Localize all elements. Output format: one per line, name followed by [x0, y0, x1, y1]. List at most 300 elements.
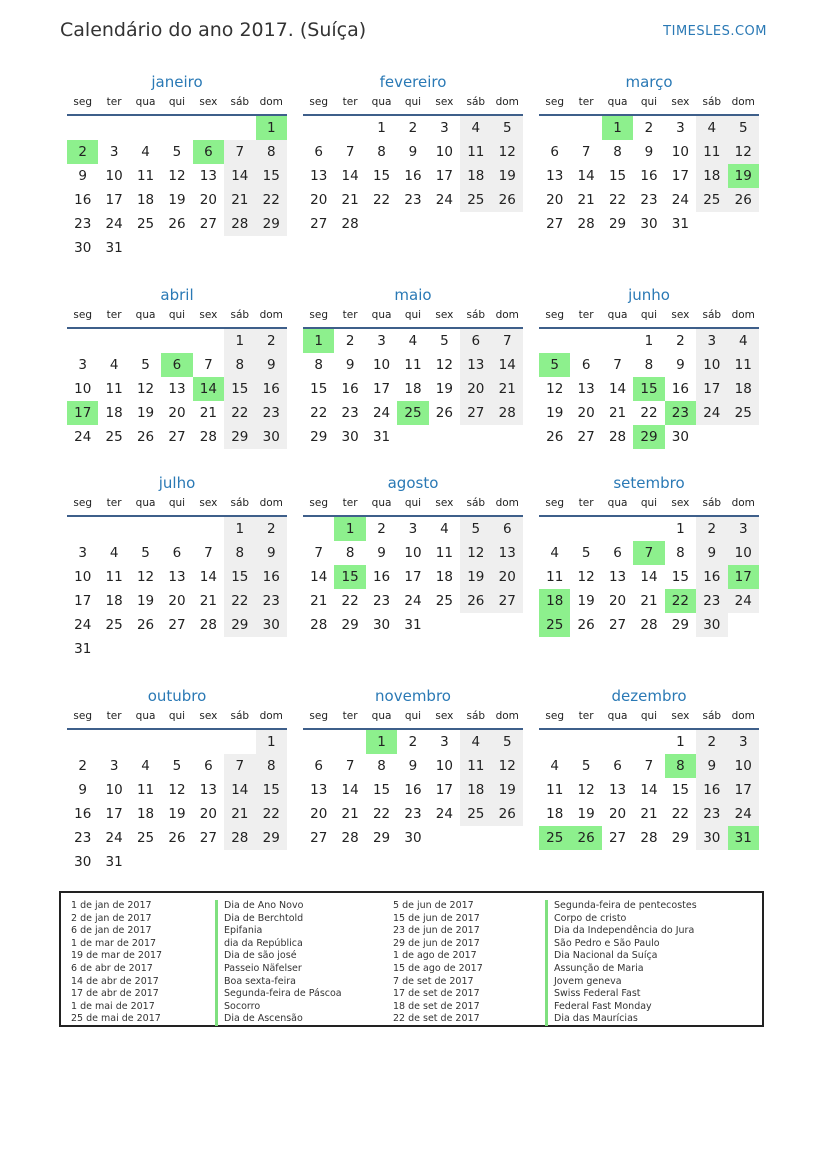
day-cell[interactable]: 15 [256, 778, 287, 802]
day-cell[interactable]: 25 [435, 593, 453, 609]
day-cell[interactable]: 28 [341, 216, 359, 232]
day-cell[interactable]: 8 [224, 541, 255, 565]
day-cell[interactable]: 12 [492, 754, 523, 778]
day-cell[interactable]: 21 [224, 802, 255, 826]
day-cell[interactable]: 30 [256, 425, 287, 449]
day-cell[interactable]: 28 [492, 401, 523, 425]
day-cell[interactable]: 10 [105, 782, 123, 798]
day-cell[interactable]: 27 [608, 617, 627, 633]
day-cell[interactable]: 23 [74, 216, 92, 232]
day-cell[interactable]: 6 [613, 545, 622, 561]
day-cell[interactable]: 22 [256, 188, 287, 212]
day-cell[interactable]: 31 [74, 641, 92, 657]
holiday-day-cell[interactable]: 17 [728, 565, 759, 589]
holiday-day-cell[interactable]: 15 [633, 377, 664, 401]
holiday-day-cell[interactable]: 23 [665, 401, 696, 425]
day-cell[interactable]: 19 [492, 164, 523, 188]
day-cell[interactable]: 17 [105, 192, 123, 208]
day-cell[interactable]: 27 [199, 216, 217, 232]
day-cell[interactable]: 27 [460, 401, 491, 425]
holiday-day-cell[interactable]: 18 [539, 589, 570, 613]
day-cell[interactable]: 26 [728, 188, 759, 212]
holiday-day-cell[interactable]: 14 [193, 377, 224, 401]
day-cell[interactable]: 14 [310, 569, 328, 585]
day-cell[interactable]: 7 [581, 144, 591, 160]
day-cell[interactable]: 13 [460, 353, 491, 377]
day-cell[interactable]: 30 [671, 429, 689, 445]
day-cell[interactable]: 10 [74, 381, 92, 397]
day-cell[interactable]: 12 [728, 140, 759, 164]
day-cell[interactable]: 3 [78, 545, 87, 561]
day-cell[interactable]: 4 [460, 116, 491, 140]
day-cell[interactable]: 9 [696, 541, 727, 565]
day-cell[interactable]: 6 [314, 758, 323, 774]
day-cell[interactable]: 15 [608, 168, 627, 184]
day-cell[interactable]: 5 [492, 730, 523, 754]
day-cell[interactable]: 3 [109, 144, 119, 160]
day-cell[interactable]: 16 [74, 192, 92, 208]
day-cell[interactable]: 15 [372, 782, 391, 798]
day-cell[interactable]: 20 [460, 377, 491, 401]
day-cell[interactable]: 29 [256, 212, 287, 236]
day-cell[interactable]: 3 [408, 521, 418, 537]
day-cell[interactable]: 12 [168, 782, 186, 798]
day-cell[interactable]: 13 [608, 782, 627, 798]
day-cell[interactable]: 24 [696, 401, 727, 425]
day-cell[interactable]: 14 [224, 164, 255, 188]
day-cell[interactable]: 29 [341, 617, 359, 633]
day-cell[interactable]: 20 [492, 565, 523, 589]
day-cell[interactable]: 13 [310, 168, 328, 184]
day-cell[interactable]: 2 [696, 730, 727, 754]
day-cell[interactable]: 19 [546, 405, 564, 421]
day-cell[interactable]: 9 [345, 357, 355, 373]
day-cell[interactable]: 18 [435, 569, 453, 585]
day-cell[interactable]: 13 [168, 381, 186, 397]
day-cell[interactable]: 21 [199, 405, 217, 421]
day-cell[interactable]: 8 [345, 545, 355, 561]
holiday-day-cell[interactable]: 2 [67, 140, 98, 164]
day-cell[interactable]: 19 [136, 593, 155, 609]
day-cell[interactable]: 6 [460, 329, 491, 353]
day-cell[interactable]: 24 [105, 216, 123, 232]
day-cell[interactable]: 17 [696, 377, 727, 401]
holiday-day-cell[interactable]: 26 [570, 826, 601, 850]
day-cell[interactable]: 16 [404, 168, 422, 184]
day-cell[interactable]: 29 [372, 830, 391, 846]
day-cell[interactable]: 30 [404, 830, 422, 846]
holiday-day-cell[interactable]: 8 [665, 754, 696, 778]
day-cell[interactable]: 18 [460, 778, 491, 802]
day-cell[interactable]: 22 [372, 806, 391, 822]
day-cell[interactable]: 4 [109, 545, 119, 561]
day-cell[interactable]: 4 [550, 545, 559, 561]
day-cell[interactable]: 30 [256, 613, 287, 637]
day-cell[interactable]: 28 [224, 212, 255, 236]
day-cell[interactable]: 13 [310, 782, 328, 798]
day-cell[interactable]: 7 [314, 545, 323, 561]
day-cell[interactable]: 4 [728, 329, 759, 353]
day-cell[interactable]: 2 [345, 333, 355, 349]
day-cell[interactable]: 14 [199, 569, 217, 585]
day-cell[interactable]: 30 [74, 240, 92, 256]
day-cell[interactable]: 23 [372, 593, 391, 609]
day-cell[interactable]: 8 [613, 144, 622, 160]
day-cell[interactable]: 30 [640, 216, 658, 232]
day-cell[interactable]: 5 [492, 116, 523, 140]
holiday-day-cell[interactable]: 6 [193, 140, 224, 164]
day-cell[interactable]: 15 [372, 168, 391, 184]
day-cell[interactable]: 26 [136, 429, 155, 445]
day-cell[interactable]: 27 [310, 830, 328, 846]
day-cell[interactable]: 5 [460, 517, 491, 541]
day-cell[interactable]: 28 [310, 617, 328, 633]
day-cell[interactable]: 21 [640, 593, 658, 609]
day-cell[interactable]: 15 [256, 164, 287, 188]
day-cell[interactable]: 29 [671, 617, 689, 633]
day-cell[interactable]: 27 [546, 216, 564, 232]
day-cell[interactable]: 23 [404, 192, 422, 208]
day-cell[interactable]: 2 [644, 120, 654, 136]
day-cell[interactable]: 1 [676, 521, 685, 537]
day-cell[interactable]: 24 [105, 830, 123, 846]
day-cell[interactable]: 28 [341, 830, 359, 846]
day-cell[interactable]: 2 [696, 517, 727, 541]
day-cell[interactable]: 3 [109, 758, 119, 774]
day-cell[interactable]: 10 [105, 168, 123, 184]
day-cell[interactable]: 12 [577, 782, 595, 798]
day-cell[interactable]: 23 [404, 806, 422, 822]
day-cell[interactable]: 27 [168, 617, 186, 633]
day-cell[interactable]: 25 [460, 188, 491, 212]
holiday-day-cell[interactable]: 19 [728, 164, 759, 188]
day-cell[interactable]: 29 [608, 216, 627, 232]
day-cell[interactable]: 19 [577, 806, 595, 822]
day-cell[interactable]: 6 [581, 357, 591, 373]
holiday-day-cell[interactable]: 6 [161, 353, 192, 377]
day-cell[interactable]: 31 [105, 854, 123, 870]
day-cell[interactable]: 17 [435, 782, 453, 798]
holiday-day-cell[interactable]: 25 [539, 613, 570, 637]
day-cell[interactable]: 11 [546, 569, 564, 585]
day-cell[interactable]: 9 [644, 144, 654, 160]
day-cell[interactable]: 19 [136, 405, 155, 421]
day-cell[interactable]: 14 [608, 381, 627, 397]
day-cell[interactable]: 6 [550, 144, 559, 160]
day-cell[interactable]: 30 [341, 429, 359, 445]
day-cell[interactable]: 19 [168, 192, 186, 208]
day-cell[interactable]: 20 [608, 593, 627, 609]
day-cell[interactable]: 31 [671, 216, 689, 232]
day-cell[interactable]: 12 [136, 381, 155, 397]
day-cell[interactable]: 11 [105, 381, 123, 397]
day-cell[interactable]: 1 [256, 730, 287, 754]
day-cell[interactable]: 23 [256, 401, 287, 425]
day-cell[interactable]: 10 [74, 569, 92, 585]
day-cell[interactable]: 31 [404, 617, 422, 633]
day-cell[interactable]: 8 [377, 144, 386, 160]
day-cell[interactable]: 18 [105, 405, 123, 421]
day-cell[interactable]: 21 [341, 806, 359, 822]
day-cell[interactable]: 2 [408, 734, 418, 750]
holiday-day-cell[interactable]: 7 [633, 541, 664, 565]
day-cell[interactable]: 4 [141, 758, 150, 774]
day-cell[interactable]: 16 [341, 381, 359, 397]
day-cell[interactable]: 22 [640, 405, 658, 421]
day-cell[interactable]: 18 [136, 806, 155, 822]
brand-logo[interactable]: TIMESLES.COM [663, 24, 767, 39]
day-cell[interactable]: 7 [345, 758, 355, 774]
day-cell[interactable]: 30 [74, 854, 92, 870]
day-cell[interactable]: 11 [404, 357, 422, 373]
day-cell[interactable]: 29 [224, 613, 255, 637]
day-cell[interactable]: 11 [435, 545, 453, 561]
day-cell[interactable]: 7 [204, 357, 213, 373]
day-cell[interactable]: 8 [314, 357, 323, 373]
day-cell[interactable]: 21 [224, 188, 255, 212]
day-cell[interactable]: 29 [310, 429, 328, 445]
day-cell[interactable]: 22 [372, 192, 391, 208]
holiday-day-cell[interactable]: 22 [665, 589, 696, 613]
day-cell[interactable]: 25 [136, 830, 155, 846]
day-cell[interactable]: 5 [141, 357, 150, 373]
day-cell[interactable]: 9 [78, 782, 87, 798]
day-cell[interactable]: 14 [341, 782, 359, 798]
day-cell[interactable]: 7 [224, 754, 255, 778]
day-cell[interactable]: 13 [492, 541, 523, 565]
day-cell[interactable]: 22 [256, 802, 287, 826]
day-cell[interactable]: 20 [168, 593, 186, 609]
day-cell[interactable]: 9 [256, 353, 287, 377]
day-cell[interactable]: 20 [310, 192, 328, 208]
day-cell[interactable]: 11 [105, 569, 123, 585]
day-cell[interactable]: 14 [577, 168, 595, 184]
day-cell[interactable]: 10 [728, 541, 759, 565]
day-cell[interactable]: 23 [696, 802, 727, 826]
day-cell[interactable]: 12 [136, 569, 155, 585]
day-cell[interactable]: 2 [676, 333, 685, 349]
day-cell[interactable]: 12 [460, 541, 491, 565]
day-cell[interactable]: 22 [608, 192, 627, 208]
day-cell[interactable]: 24 [671, 192, 689, 208]
holiday-day-cell[interactable]: 31 [728, 826, 759, 850]
day-cell[interactable]: 17 [404, 569, 422, 585]
day-cell[interactable]: 22 [224, 401, 255, 425]
day-cell[interactable]: 19 [435, 381, 453, 397]
day-cell[interactable]: 17 [728, 778, 759, 802]
day-cell[interactable]: 17 [671, 168, 689, 184]
day-cell[interactable]: 4 [440, 521, 449, 537]
day-cell[interactable]: 6 [314, 144, 323, 160]
day-cell[interactable]: 11 [696, 140, 727, 164]
day-cell[interactable]: 6 [492, 517, 523, 541]
day-cell[interactable]: 18 [460, 164, 491, 188]
day-cell[interactable]: 25 [696, 188, 727, 212]
day-cell[interactable]: 5 [172, 758, 182, 774]
day-cell[interactable]: 9 [696, 754, 727, 778]
day-cell[interactable]: 25 [460, 802, 491, 826]
day-cell[interactable]: 26 [435, 405, 453, 421]
day-cell[interactable]: 28 [199, 429, 217, 445]
holiday-day-cell[interactable]: 1 [366, 730, 397, 754]
day-cell[interactable]: 13 [199, 782, 217, 798]
holiday-day-cell[interactable]: 29 [633, 425, 664, 449]
day-cell[interactable]: 11 [136, 782, 155, 798]
day-cell[interactable]: 3 [728, 517, 759, 541]
day-cell[interactable]: 21 [341, 192, 359, 208]
day-cell[interactable]: 2 [78, 758, 87, 774]
day-cell[interactable]: 18 [136, 192, 155, 208]
day-cell[interactable]: 14 [341, 168, 359, 184]
day-cell[interactable]: 25 [105, 617, 123, 633]
day-cell[interactable]: 28 [608, 429, 627, 445]
day-cell[interactable]: 5 [581, 545, 591, 561]
day-cell[interactable]: 14 [640, 782, 658, 798]
day-cell[interactable]: 6 [613, 758, 622, 774]
day-cell[interactable]: 20 [546, 192, 564, 208]
day-cell[interactable]: 27 [577, 429, 595, 445]
holiday-day-cell[interactable]: 25 [539, 826, 570, 850]
day-cell[interactable]: 7 [345, 144, 355, 160]
day-cell[interactable]: 24 [435, 806, 453, 822]
day-cell[interactable]: 18 [404, 381, 422, 397]
day-cell[interactable]: 10 [435, 758, 453, 774]
day-cell[interactable]: 8 [377, 758, 386, 774]
day-cell[interactable]: 18 [105, 593, 123, 609]
day-cell[interactable]: 2 [408, 120, 418, 136]
day-cell[interactable]: 21 [199, 593, 217, 609]
day-cell[interactable]: 11 [460, 140, 491, 164]
day-cell[interactable]: 26 [546, 429, 564, 445]
day-cell[interactable]: 3 [696, 329, 727, 353]
day-cell[interactable]: 20 [577, 405, 595, 421]
day-cell[interactable]: 2 [256, 517, 287, 541]
day-cell[interactable]: 11 [460, 754, 491, 778]
day-cell[interactable]: 27 [199, 830, 217, 846]
day-cell[interactable]: 16 [74, 806, 92, 822]
day-cell[interactable]: 1 [644, 333, 654, 349]
holiday-day-cell[interactable]: 1 [602, 116, 633, 140]
day-cell[interactable]: 18 [696, 164, 727, 188]
day-cell[interactable]: 21 [640, 806, 658, 822]
day-cell[interactable]: 3 [440, 734, 449, 750]
day-cell[interactable]: 24 [74, 617, 92, 633]
day-cell[interactable]: 28 [577, 216, 595, 232]
day-cell[interactable]: 19 [577, 593, 595, 609]
day-cell[interactable]: 20 [608, 806, 627, 822]
day-cell[interactable]: 28 [199, 617, 217, 633]
day-cell[interactable]: 3 [377, 333, 386, 349]
day-cell[interactable]: 7 [224, 140, 255, 164]
day-cell[interactable]: 10 [696, 353, 727, 377]
day-cell[interactable]: 30 [372, 617, 391, 633]
day-cell[interactable]: 21 [577, 192, 595, 208]
day-cell[interactable]: 4 [408, 333, 418, 349]
day-cell[interactable]: 3 [676, 120, 685, 136]
day-cell[interactable]: 22 [224, 589, 255, 613]
day-cell[interactable]: 1 [676, 734, 685, 750]
day-cell[interactable]: 23 [640, 192, 658, 208]
day-cell[interactable]: 19 [168, 806, 186, 822]
day-cell[interactable]: 27 [310, 216, 328, 232]
day-cell[interactable]: 1 [377, 120, 386, 136]
day-cell[interactable]: 3 [440, 120, 449, 136]
holiday-day-cell[interactable]: 5 [539, 353, 570, 377]
day-cell[interactable]: 28 [640, 830, 658, 846]
day-cell[interactable]: 13 [546, 168, 564, 184]
day-cell[interactable]: 9 [676, 357, 685, 373]
day-cell[interactable]: 13 [608, 569, 627, 585]
day-cell[interactable]: 24 [372, 405, 391, 421]
day-cell[interactable]: 10 [404, 545, 422, 561]
day-cell[interactable]: 21 [492, 377, 523, 401]
day-cell[interactable]: 14 [224, 778, 255, 802]
day-cell[interactable]: 5 [172, 144, 182, 160]
day-cell[interactable]: 8 [256, 140, 287, 164]
day-cell[interactable]: 24 [404, 593, 422, 609]
day-cell[interactable]: 23 [74, 830, 92, 846]
day-cell[interactable]: 12 [492, 140, 523, 164]
day-cell[interactable]: 29 [671, 830, 689, 846]
day-cell[interactable]: 5 [440, 333, 449, 349]
day-cell[interactable]: 30 [696, 613, 727, 637]
day-cell[interactable]: 7 [644, 758, 654, 774]
day-cell[interactable]: 29 [256, 826, 287, 850]
day-cell[interactable]: 10 [671, 144, 689, 160]
day-cell[interactable]: 11 [546, 782, 564, 798]
day-cell[interactable]: 25 [728, 401, 759, 425]
day-cell[interactable]: 23 [341, 405, 359, 421]
day-cell[interactable]: 12 [435, 357, 453, 373]
day-cell[interactable]: 15 [671, 569, 689, 585]
day-cell[interactable]: 6 [172, 545, 182, 561]
day-cell[interactable]: 24 [74, 429, 92, 445]
day-cell[interactable]: 27 [608, 830, 627, 846]
day-cell[interactable]: 16 [372, 569, 391, 585]
day-cell[interactable]: 2 [256, 329, 287, 353]
day-cell[interactable]: 7 [204, 545, 213, 561]
day-cell[interactable]: 16 [696, 778, 727, 802]
day-cell[interactable]: 14 [640, 569, 658, 585]
day-cell[interactable]: 7 [613, 357, 622, 373]
day-cell[interactable]: 28 [640, 617, 658, 633]
day-cell[interactable]: 5 [141, 545, 150, 561]
day-cell[interactable]: 9 [408, 758, 418, 774]
day-cell[interactable]: 9 [256, 541, 287, 565]
day-cell[interactable]: 8 [676, 545, 685, 561]
day-cell[interactable]: 20 [168, 405, 186, 421]
day-cell[interactable]: 22 [310, 405, 328, 421]
day-cell[interactable]: 26 [168, 216, 186, 232]
day-cell[interactable]: 15 [224, 565, 255, 589]
day-cell[interactable]: 10 [372, 357, 391, 373]
day-cell[interactable]: 1 [224, 517, 255, 541]
day-cell[interactable]: 4 [550, 758, 559, 774]
day-cell[interactable]: 9 [377, 545, 386, 561]
day-cell[interactable]: 16 [256, 565, 287, 589]
day-cell[interactable]: 12 [577, 569, 595, 585]
day-cell[interactable]: 29 [224, 425, 255, 449]
day-cell[interactable]: 8 [256, 754, 287, 778]
day-cell[interactable]: 10 [728, 754, 759, 778]
day-cell[interactable]: 20 [199, 806, 217, 822]
day-cell[interactable]: 13 [577, 381, 595, 397]
day-cell[interactable]: 6 [204, 758, 213, 774]
day-cell[interactable]: 31 [105, 240, 123, 256]
day-cell[interactable]: 26 [460, 589, 491, 613]
day-cell[interactable]: 17 [435, 168, 453, 184]
holiday-day-cell[interactable]: 1 [334, 517, 365, 541]
